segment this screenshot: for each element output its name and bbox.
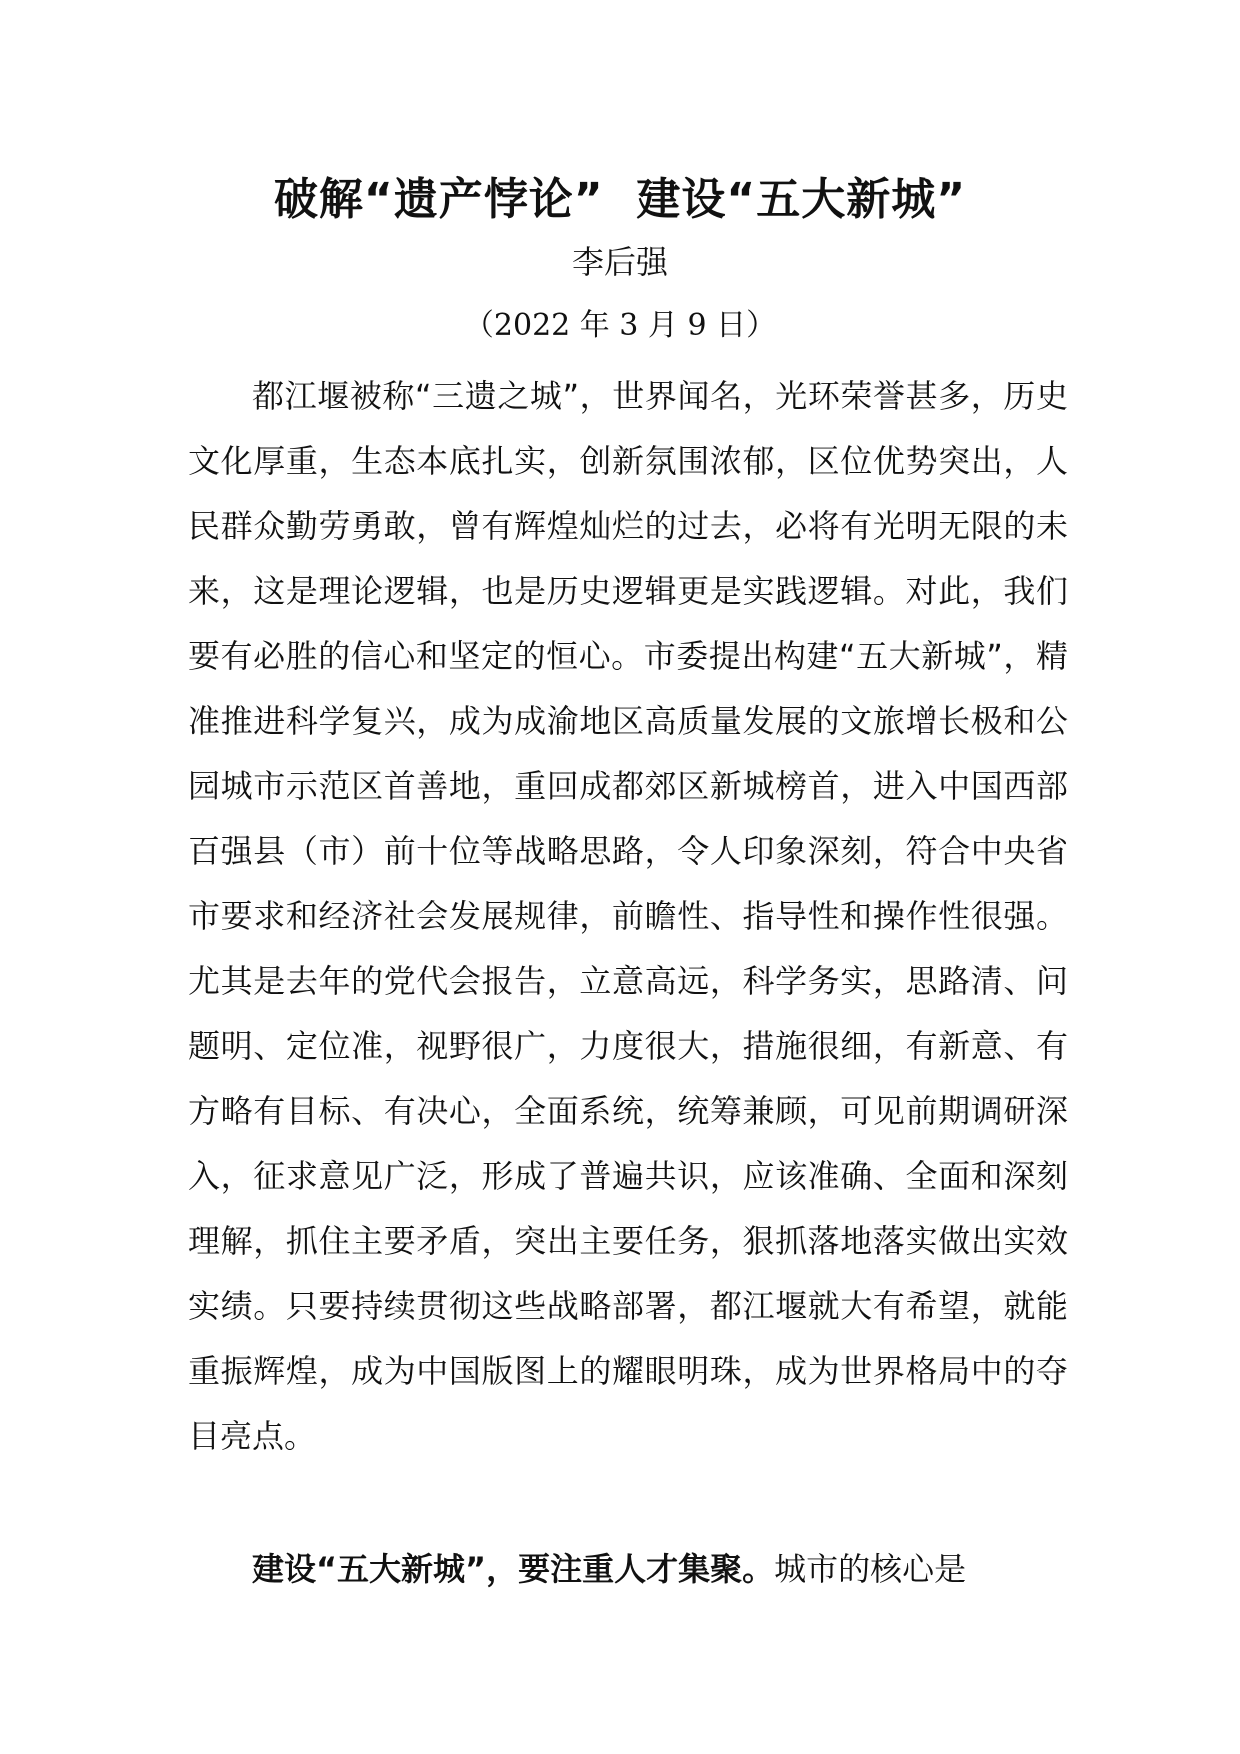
paragraph-intro: 都江堰被称“三遗之城”，世界闻名，光环荣誉甚多，历史文化厚重，生态本底扎实，创新氛围浓郁，区位优势突出，人民群众勤劳勇敢，曾有辉煌灿烂的过去，必将有光明无限的未来，这是理论逻辑，也是历史逻辑更是实践逻辑。对此，我们要有必胜的信心和坚定的恒心。市委提出构建“五大新城”，精准推进科学复兴，成为成渝地区高质量发展的文旅增长极和公园城市示范区首善地，重回成都郊区新城榜首，进入中国西部百强县（市）前十位等战略思路，令人印象深刻，符合中央省市要求和经济社会发展规律，前瞻性、指导性和操作性很强。尤其是去年的党代会报告，立意高远，科学务实，思路清、问题明、定位准，视野很广，力度很大，措施很细，有新意、有方略有目标、有决心，全面系统，统筹兼顾，可见前期调研深入，征求意见广泛，形成了普遍共识，应该准确、全面和深刻理解，抓住主要矛盾，突出主要任务，狠抓落地落实做出实效实绩。只要持续贯彻这些战略部署，都江堰就大有希望，就能重振辉煌，成为中国版图上的耀眼明珠，成为世界格局中的夺目亮点。 — [188, 377, 1068, 1455]
document-title: 破解“遗产悖论” 建设“五大新城” — [273, 174, 967, 225]
document-author: 李后强 — [571, 243, 668, 281]
paragraph-text: 城市的核心是 — [774, 1550, 967, 1588]
paragraph-talent — [188, 1537, 1068, 1602]
document-date: （2022 年 3 月 9 日） — [463, 308, 777, 343]
paragraph-bold-lead: 建设“五大新城”，要注重人才集聚。 — [252, 1550, 775, 1588]
